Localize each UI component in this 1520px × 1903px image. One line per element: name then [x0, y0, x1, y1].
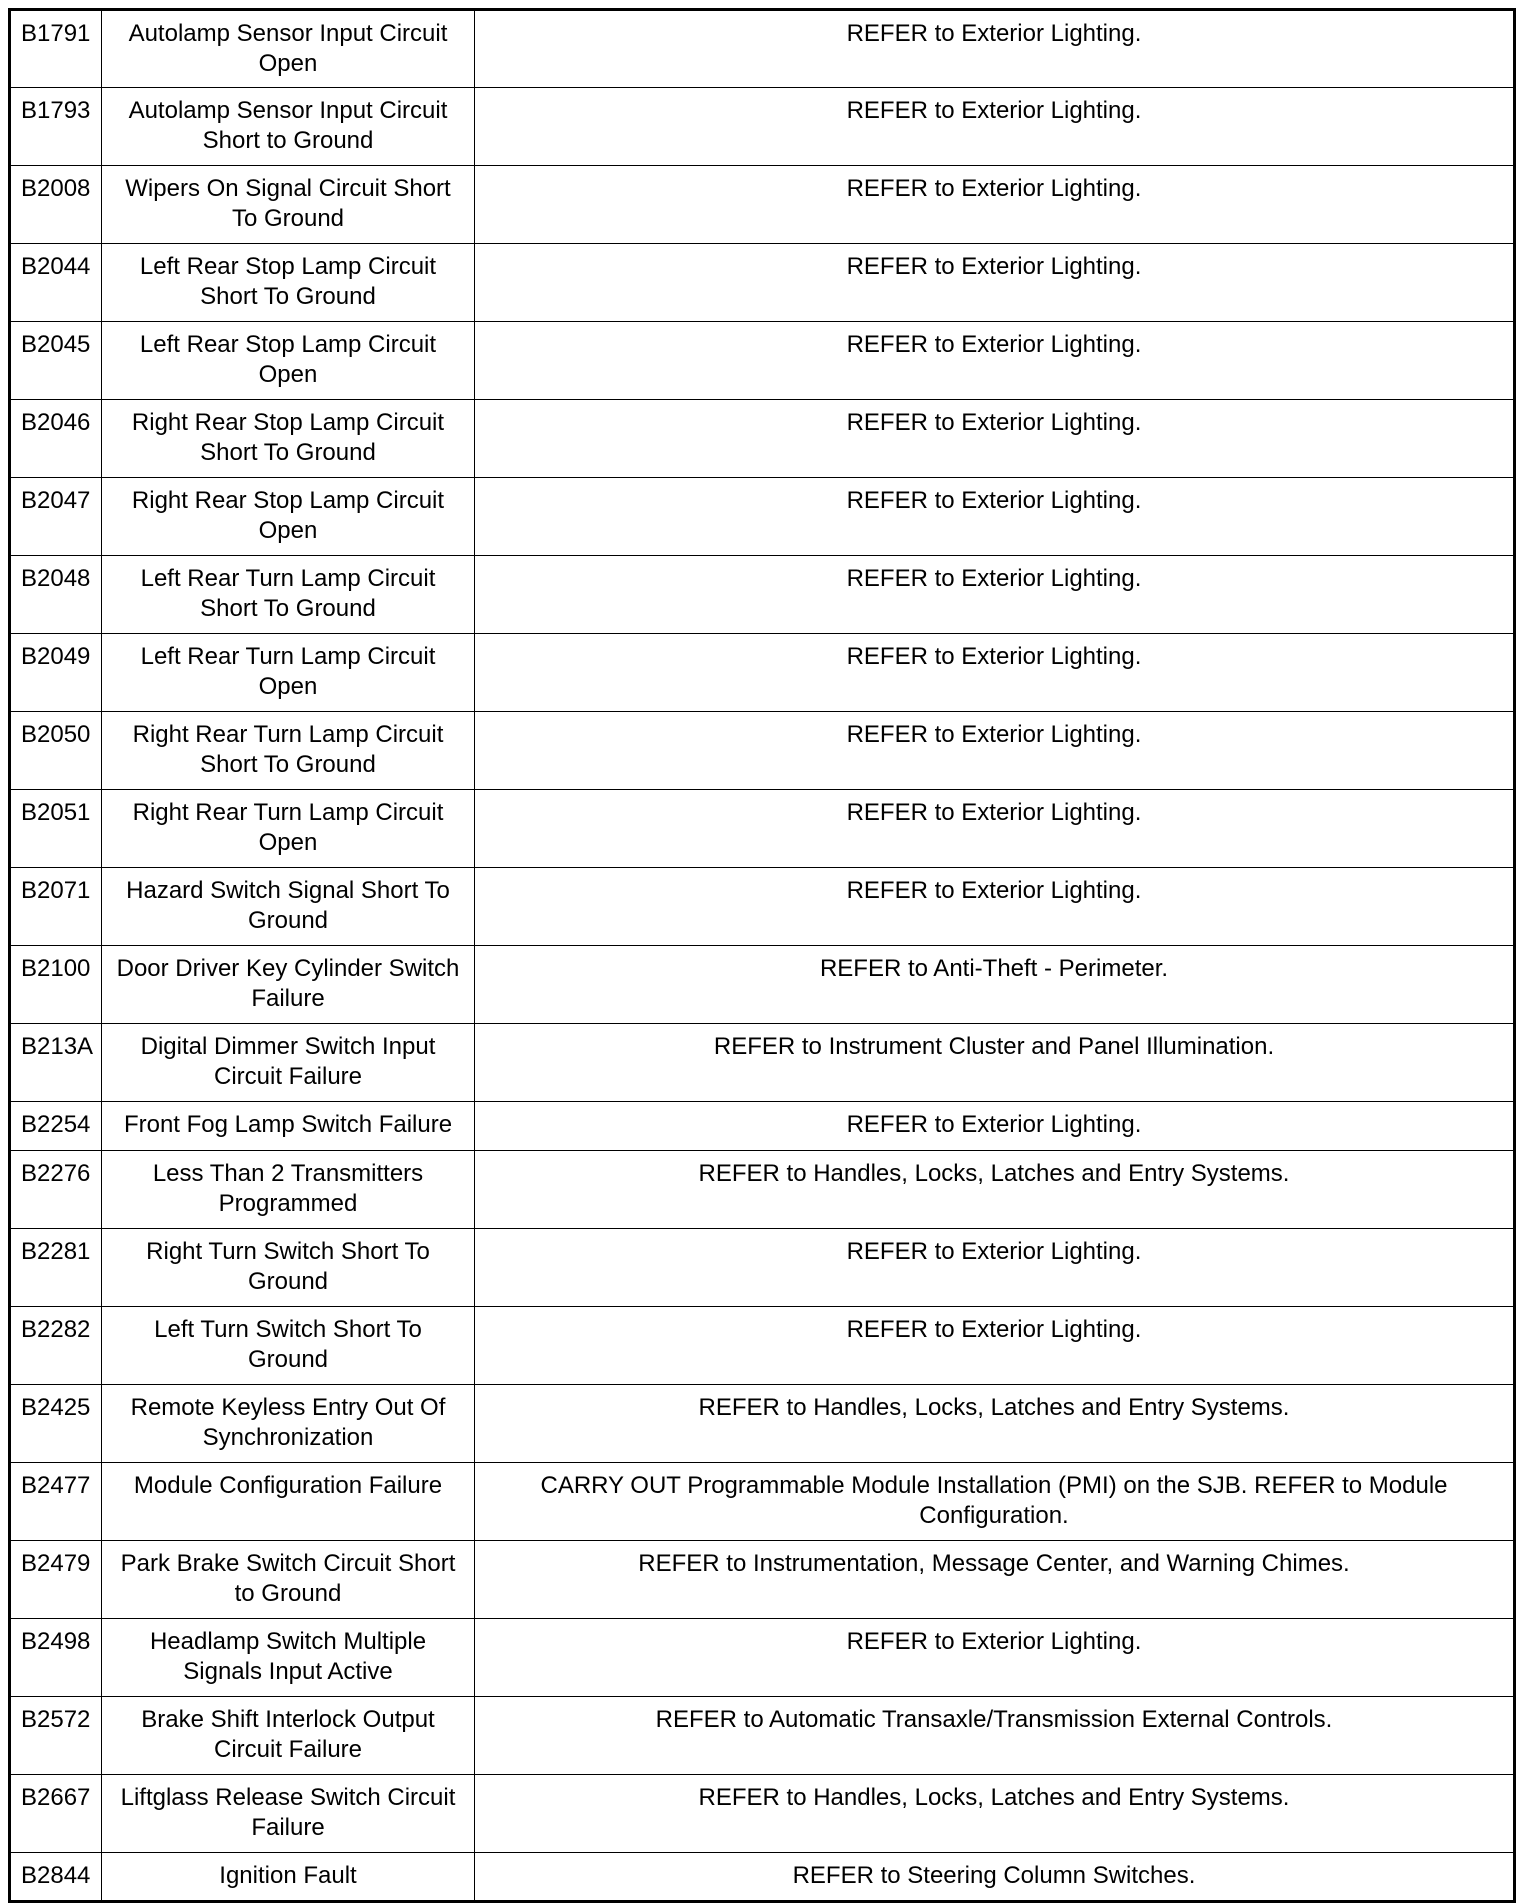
table-row: [10, 712, 1515, 790]
dtc-description-cell: Digital Dimmer Switch Input Circuit Failure: [102, 1024, 475, 1102]
dtc-table: [8, 8, 1516, 1903]
dtc-description-cell: Left Rear Stop Lamp Circuit Short To Ground: [102, 244, 475, 322]
dtc-description-cell: Front Fog Lamp Switch Failure: [102, 1102, 475, 1151]
table-row: [10, 790, 1515, 868]
dtc-description-cell: Left Rear Stop Lamp Circuit Open: [102, 322, 475, 400]
dtc-description-cell: Left Rear Turn Lamp Circuit Short To Ground: [102, 556, 475, 634]
dtc-code-cell: B1793: [10, 88, 102, 166]
dtc-code-cell: B2045: [10, 322, 102, 400]
dtc-action-cell: CARRY OUT Programmable Module Installation (PMI) on the SJB. REFER to Module Configuration.: [475, 1463, 1515, 1541]
table-row: [10, 478, 1515, 556]
dtc-code-cell: B2479: [10, 1541, 102, 1619]
dtc-code-cell: B2281: [10, 1229, 102, 1307]
dtc-code-cell: B2844: [10, 1853, 102, 1902]
table-row: [10, 868, 1515, 946]
dtc-code-cell: B2071: [10, 868, 102, 946]
dtc-description-cell: Right Rear Stop Lamp Circuit Open: [102, 478, 475, 556]
dtc-action-cell: REFER to Exterior Lighting.: [475, 10, 1515, 88]
dtc-code-cell: B2667: [10, 1775, 102, 1853]
dtc-description-cell: Autolamp Sensor Input Circuit Short to Ground: [102, 88, 475, 166]
dtc-description-cell: Liftglass Release Switch Circuit Failure: [102, 1775, 475, 1853]
dtc-code-cell: B2276: [10, 1151, 102, 1229]
table-row: [10, 1853, 1515, 1902]
dtc-action-cell: REFER to Exterior Lighting.: [475, 1307, 1515, 1385]
dtc-action-cell: REFER to Instrumentation, Message Center, and Warning Chimes.: [475, 1541, 1515, 1619]
table-row: [10, 322, 1515, 400]
dtc-code-cell: B2254: [10, 1102, 102, 1151]
dtc-description-cell: Right Rear Stop Lamp Circuit Short To Ground: [102, 400, 475, 478]
dtc-code-cell: B2048: [10, 556, 102, 634]
dtc-action-cell: REFER to Exterior Lighting.: [475, 556, 1515, 634]
dtc-action-cell: REFER to Handles, Locks, Latches and Entry Systems.: [475, 1151, 1515, 1229]
dtc-description-cell: Headlamp Switch Multiple Signals Input Active: [102, 1619, 475, 1697]
dtc-description-cell: Door Driver Key Cylinder Switch Failure: [102, 946, 475, 1024]
dtc-description-cell: Module Configuration Failure: [102, 1463, 475, 1541]
dtc-description-cell: Less Than 2 Transmitters Programmed: [102, 1151, 475, 1229]
table-row: [10, 1229, 1515, 1307]
dtc-code-cell: B2008: [10, 166, 102, 244]
dtc-code-cell: B2282: [10, 1307, 102, 1385]
table-row: [10, 1024, 1515, 1102]
table-row: [10, 1102, 1515, 1151]
dtc-action-cell: REFER to Exterior Lighting.: [475, 322, 1515, 400]
dtc-action-cell: REFER to Exterior Lighting.: [475, 478, 1515, 556]
dtc-code-cell: B1791: [10, 10, 102, 88]
table-row: [10, 88, 1515, 166]
dtc-code-cell: B2050: [10, 712, 102, 790]
table-row: [10, 1151, 1515, 1229]
dtc-action-cell: REFER to Exterior Lighting.: [475, 634, 1515, 712]
dtc-description-cell: Left Turn Switch Short To Ground: [102, 1307, 475, 1385]
dtc-description-cell: Wipers On Signal Circuit Short To Ground: [102, 166, 475, 244]
dtc-description-cell: Right Turn Switch Short To Ground: [102, 1229, 475, 1307]
dtc-code-cell: B2100: [10, 946, 102, 1024]
table-row: [10, 400, 1515, 478]
table-row: [10, 1541, 1515, 1619]
dtc-action-cell: REFER to Exterior Lighting.: [475, 712, 1515, 790]
dtc-description-cell: Autolamp Sensor Input Circuit Open: [102, 10, 475, 88]
table-row: [10, 1619, 1515, 1697]
dtc-action-cell: REFER to Exterior Lighting.: [475, 244, 1515, 322]
dtc-code-cell: B2051: [10, 790, 102, 868]
dtc-description-cell: Left Rear Turn Lamp Circuit Open: [102, 634, 475, 712]
dtc-code-cell: B2044: [10, 244, 102, 322]
dtc-description-cell: Brake Shift Interlock Output Circuit Failure: [102, 1697, 475, 1775]
dtc-table-body: [10, 10, 1515, 1902]
dtc-description-cell: Park Brake Switch Circuit Short to Ground: [102, 1541, 475, 1619]
dtc-action-cell: REFER to Handles, Locks, Latches and Entry Systems.: [475, 1385, 1515, 1463]
dtc-code-cell: B2047: [10, 478, 102, 556]
table-row: [10, 556, 1515, 634]
dtc-action-cell: REFER to Instrument Cluster and Panel Illumination.: [475, 1024, 1515, 1102]
dtc-description-cell: Ignition Fault: [102, 1853, 475, 1902]
dtc-code-cell: B2425: [10, 1385, 102, 1463]
table-row: [10, 634, 1515, 712]
dtc-action-cell: REFER to Anti-Theft - Perimeter.: [475, 946, 1515, 1024]
dtc-code-cell: B2049: [10, 634, 102, 712]
dtc-code-cell: B2498: [10, 1619, 102, 1697]
dtc-action-cell: REFER to Exterior Lighting.: [475, 1102, 1515, 1151]
table-row: [10, 1307, 1515, 1385]
table-row: [10, 166, 1515, 244]
dtc-action-cell: REFER to Exterior Lighting.: [475, 1229, 1515, 1307]
dtc-action-cell: REFER to Exterior Lighting.: [475, 868, 1515, 946]
dtc-description-cell: Right Rear Turn Lamp Circuit Short To Ground: [102, 712, 475, 790]
dtc-action-cell: REFER to Automatic Transaxle/Transmission External Controls.: [475, 1697, 1515, 1775]
table-row: [10, 1697, 1515, 1775]
dtc-description-cell: Remote Keyless Entry Out Of Synchronization: [102, 1385, 475, 1463]
dtc-action-cell: REFER to Exterior Lighting.: [475, 400, 1515, 478]
dtc-code-cell: B2477: [10, 1463, 102, 1541]
table-row: [10, 10, 1515, 88]
dtc-action-cell: REFER to Exterior Lighting.: [475, 88, 1515, 166]
dtc-code-cell: B2572: [10, 1697, 102, 1775]
table-row: [10, 1775, 1515, 1853]
dtc-action-cell: REFER to Exterior Lighting.: [475, 166, 1515, 244]
dtc-code-cell: B2046: [10, 400, 102, 478]
dtc-action-cell: REFER to Handles, Locks, Latches and Entry Systems.: [475, 1775, 1515, 1853]
dtc-action-cell: REFER to Exterior Lighting.: [475, 1619, 1515, 1697]
table-row: [10, 1385, 1515, 1463]
table-row: [10, 244, 1515, 322]
dtc-action-cell: REFER to Exterior Lighting.: [475, 790, 1515, 868]
table-row: [10, 1463, 1515, 1541]
dtc-description-cell: Right Rear Turn Lamp Circuit Open: [102, 790, 475, 868]
table-row: [10, 946, 1515, 1024]
dtc-code-cell: B213A: [10, 1024, 102, 1102]
dtc-action-cell: REFER to Steering Column Switches.: [475, 1853, 1515, 1902]
dtc-description-cell: Hazard Switch Signal Short To Ground: [102, 868, 475, 946]
